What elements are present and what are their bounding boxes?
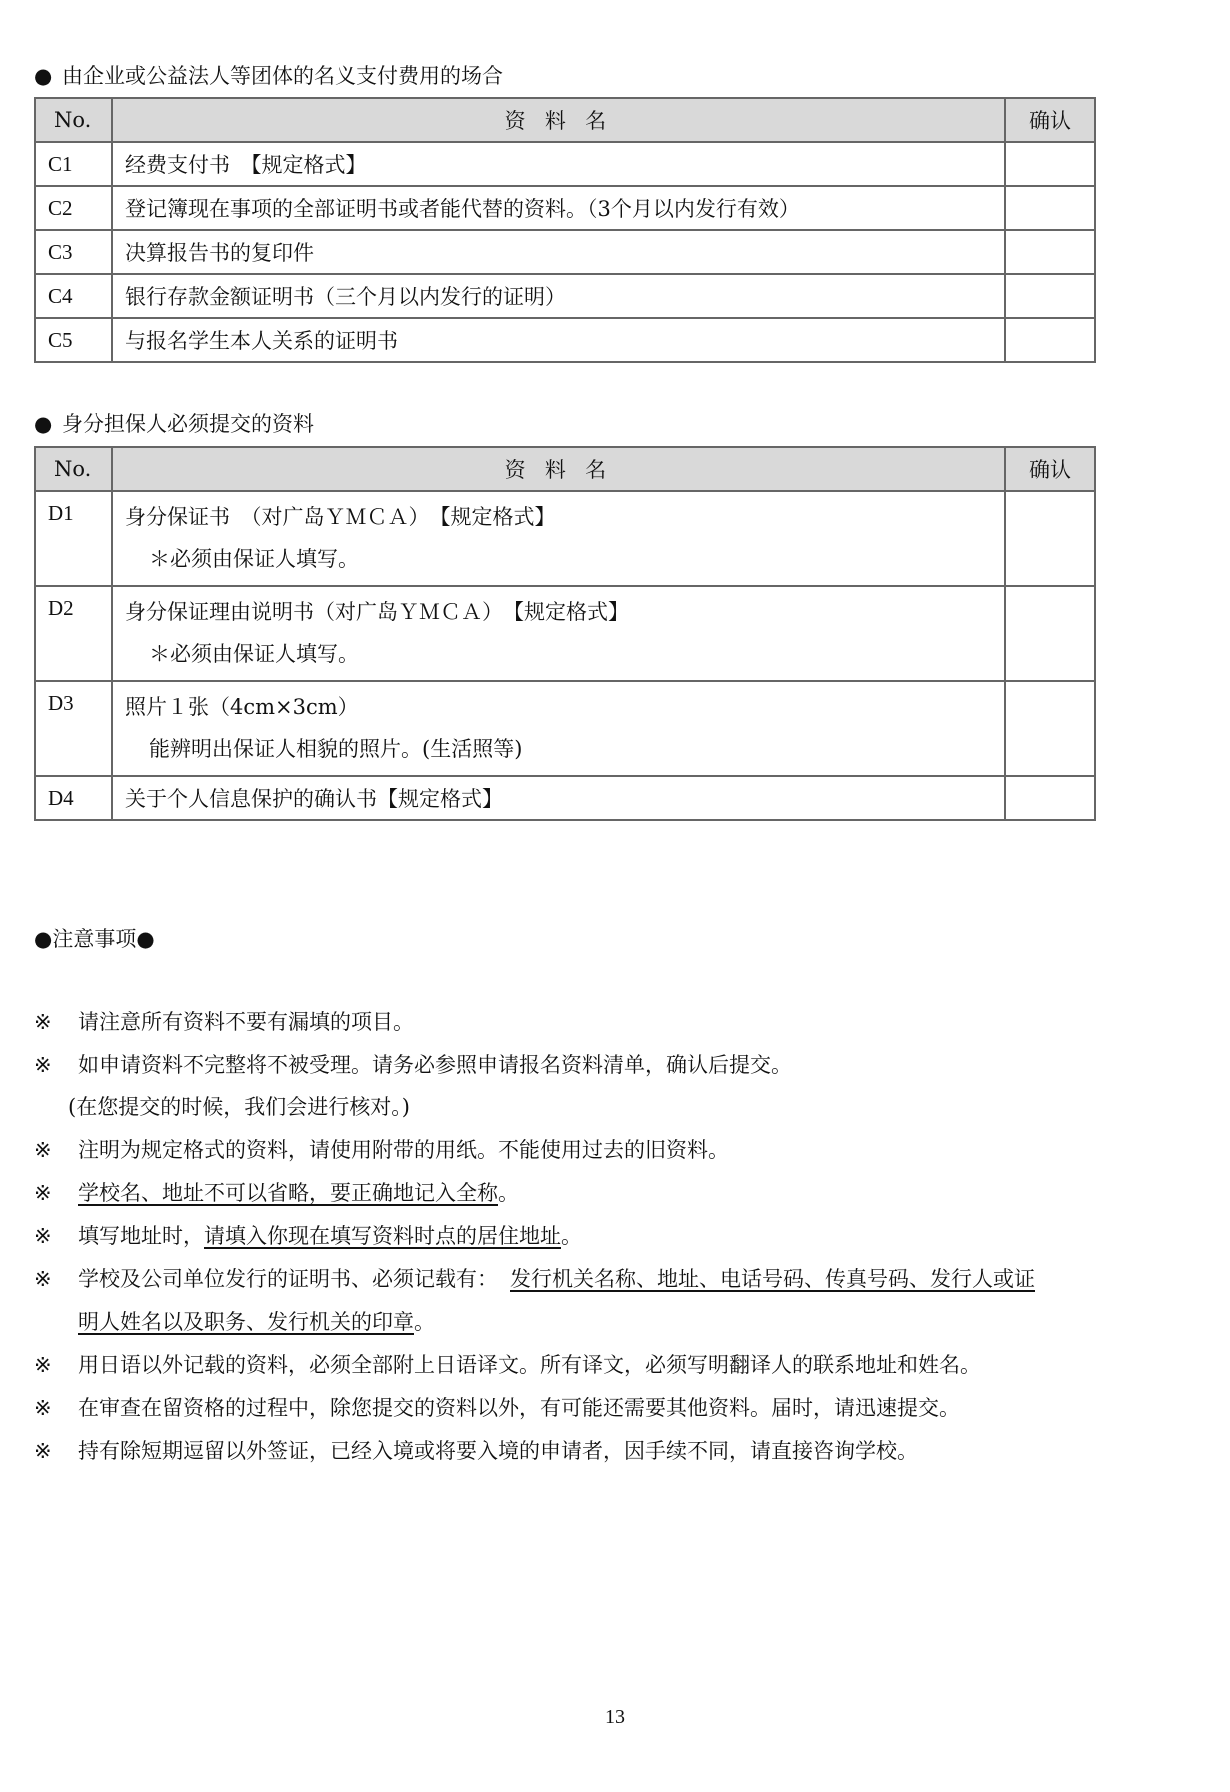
row-no: C5 — [35, 318, 112, 362]
confirm-cell[interactable] — [1005, 230, 1095, 274]
table-d — [34, 446, 1096, 821]
table-row — [35, 274, 1095, 318]
reference-mark-icon: ※ — [34, 1010, 52, 1034]
confirm-cell[interactable] — [1005, 186, 1095, 230]
row-no: C4 — [35, 274, 112, 318]
note-item: ※ 如申请资料不完整将不被受理。请务必参照申请报名资料清单，确认后提交。 — [34, 1053, 792, 1077]
note-item: ※ 用日语以外记载的资料，必须全部附上日语译文。所有译文，必须写明翻译人的联系地址和姓名。 — [34, 1353, 981, 1377]
table-row — [35, 491, 1095, 586]
table-row — [35, 230, 1095, 274]
note-item: ※ 在审查在留资格的过程中，除您提交的资料以外，有可能还需要其他资料。届时，请迅速提交。 — [34, 1396, 960, 1420]
reference-mark-icon: ※ — [34, 1353, 52, 1377]
header-name: 资 料 名 — [112, 98, 1005, 142]
table-row — [35, 186, 1095, 230]
section-d-title: ● 身分担保人必须提交的资料 — [34, 412, 314, 436]
reference-mark-icon: ※ — [34, 1439, 52, 1463]
note-continuation: 明人姓名以及职务、发行机关的印章。 — [78, 1310, 435, 1334]
reference-mark-icon: ※ — [34, 1138, 52, 1162]
row-name: 经费支付书 【规定格式】 — [112, 142, 1005, 186]
row-no: C2 — [35, 186, 112, 230]
confirm-cell[interactable] — [1005, 491, 1095, 586]
note-continuation: (在您提交的时候，我们会进行核对。) — [68, 1095, 410, 1119]
bullet-icon: ● — [34, 412, 53, 436]
note-item: ※ 请注意所有资料不要有漏填的项目。 — [34, 1010, 414, 1034]
confirm-cell[interactable] — [1005, 586, 1095, 681]
row-name: 与报名学生本人关系的证明书 — [112, 318, 1005, 362]
row-no: D4 — [35, 776, 112, 820]
row-name: 登记簿现在事项的全部证明书或者能代替的资料。（3个月以内发行有效） — [112, 186, 1005, 230]
note-item: ※ 注明为规定格式的资料，请使用附带的用纸。不能使用过去的旧资料。 — [34, 1138, 729, 1162]
row-no: C3 — [35, 230, 112, 274]
header-confirm: 确认 — [1005, 98, 1095, 142]
row-name: 身分保证理由说明书（对广岛ＹＭＣＡ） 【规定格式】 — [125, 600, 629, 624]
header-no: No. — [35, 447, 112, 491]
confirm-cell[interactable] — [1005, 274, 1095, 318]
row-name: 身分保证书 （对广岛ＹＭＣＡ） 【规定格式】 — [125, 505, 556, 529]
section-c-title: ● 由企业或公益法人等团体的名义支付费用的场合 — [34, 64, 503, 88]
row-name: 银行存款金额证明书（三个月以内发行的证明） — [112, 274, 1005, 318]
note-item: ※ 填写地址时，请填入你现在填写资料时点的居住地址。 — [34, 1224, 582, 1248]
row-no: D2 — [35, 586, 112, 681]
row-no: D1 — [35, 491, 112, 586]
header-no: No. — [35, 98, 112, 142]
header-confirm: 确认 — [1005, 447, 1095, 491]
row-name: 照片１张（4cm×3cm） — [125, 695, 359, 719]
row-note: ＊必须由保证人填写。 — [149, 547, 359, 571]
table-row — [35, 776, 1095, 820]
note-item: ※ 学校名、地址不可以省略，要正确地记入全称。 — [34, 1181, 519, 1205]
page-number: 13 — [605, 1706, 625, 1728]
table-header — [35, 447, 1095, 491]
row-name: 决算报告书的复印件 — [112, 230, 1005, 274]
row-no: D3 — [35, 681, 112, 776]
row-note: ＊必须由保证人填写。 — [149, 642, 359, 666]
row-name-cell — [112, 491, 1005, 586]
header-name: 资 料 名 — [112, 447, 1005, 491]
notes-title: ●注意事项● — [34, 927, 155, 951]
table-row — [35, 142, 1095, 186]
row-note: 能辨明出保证人相貌的照片。(生活照等) — [149, 737, 523, 761]
reference-mark-icon: ※ — [34, 1181, 52, 1205]
confirm-cell[interactable] — [1005, 142, 1095, 186]
confirm-cell[interactable] — [1005, 318, 1095, 362]
reference-mark-icon: ※ — [34, 1396, 52, 1420]
confirm-cell[interactable] — [1005, 681, 1095, 776]
row-name-cell — [112, 586, 1005, 681]
row-name: 关于个人信息保护的确认书【规定格式】 — [112, 776, 1005, 820]
table-row — [35, 681, 1095, 776]
table-c — [34, 97, 1096, 363]
row-no: C1 — [35, 142, 112, 186]
row-name-cell — [112, 681, 1005, 776]
confirm-cell[interactable] — [1005, 776, 1095, 820]
reference-mark-icon: ※ — [34, 1267, 52, 1291]
note-item: ※ 学校及公司单位发行的证明书、必须记载有： 发行机关名称、地址、电话号码、传真号码、发行人或证 — [34, 1267, 1035, 1291]
reference-mark-icon: ※ — [34, 1224, 52, 1248]
note-item: ※ 持有除短期逗留以外签证，已经入境或将要入境的申请者，因手续不同，请直接咨询学校。 — [34, 1439, 918, 1463]
reference-mark-icon: ※ — [34, 1053, 52, 1077]
bullet-icon: ● — [34, 64, 53, 88]
table-header — [35, 98, 1095, 142]
table-row — [35, 318, 1095, 362]
table-row — [35, 586, 1095, 681]
